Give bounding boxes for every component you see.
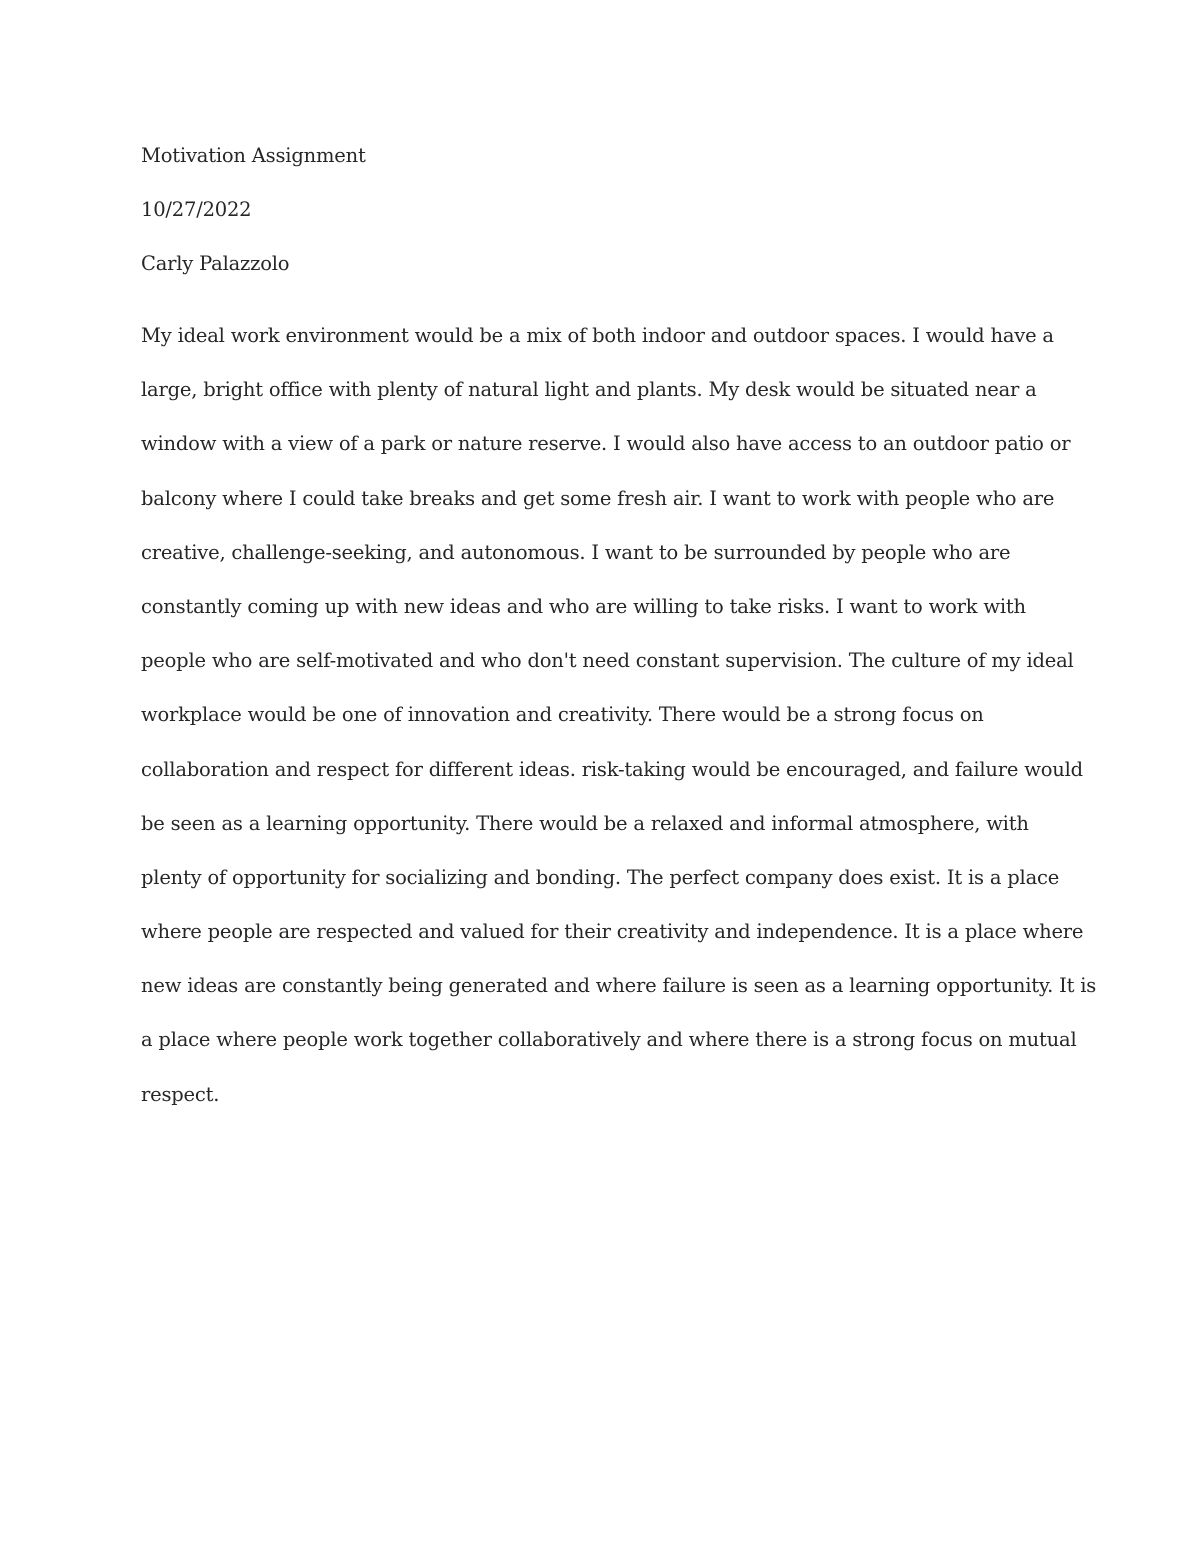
paragraph-line: where people are respected and valued for their creativity and independence. It is a place where [141, 920, 1084, 944]
paragraph-line: be seen as a learning opportunity. There would be a relaxed and informal atmosphere, with [141, 811, 1029, 835]
document-title: Motivation Assignment [141, 144, 366, 167]
document-date: 10/27/2022 [141, 198, 252, 221]
paragraph-line: large, bright office with plenty of natural light and plants. My desk would be situated near a [141, 378, 1037, 402]
paragraph-line: respect. [141, 1082, 220, 1106]
paragraph-line: collaboration and respect for different ideas. risk-taking would be encouraged, and failure would [141, 757, 1083, 781]
paragraph-line: My ideal work environment would be a mix of both indoor and outdoor spaces. I would have a [141, 324, 1054, 347]
paragraph-line: creative, challenge-seeking, and autonomous. I want to be surrounded by people who are [141, 540, 1011, 564]
paragraph-line: plenty of opportunity for socializing and bonding. The perfect company does exist. It is a place [141, 865, 1060, 889]
document-author: Carly Palazzolo [141, 252, 290, 275]
paragraph-line: people who are self-motivated and who don't need constant supervision. The culture of my ideal [141, 649, 1074, 673]
essay-paragraph [141, 319, 1097, 1132]
paragraph-line: a place where people work together collaboratively and where there is a strong focus on mutual [141, 1028, 1077, 1052]
document-content [141, 139, 1097, 1132]
paragraph-line: balcony where I could take breaks and get some fresh air. I want to work with people who are [141, 486, 1055, 510]
paragraph-line: constantly coming up with new ideas and who are willing to take risks. I want to work with [141, 594, 1026, 618]
paragraph-line: window with a view of a park or nature reserve. I would also have access to an outdoor patio or [141, 432, 1071, 456]
paragraph-line: workplace would be one of innovation and creativity. There would be a strong focus on [141, 703, 984, 727]
paragraph-line: new ideas are constantly being generated and where failure is seen as a learning opportunity. It is [141, 974, 1097, 998]
